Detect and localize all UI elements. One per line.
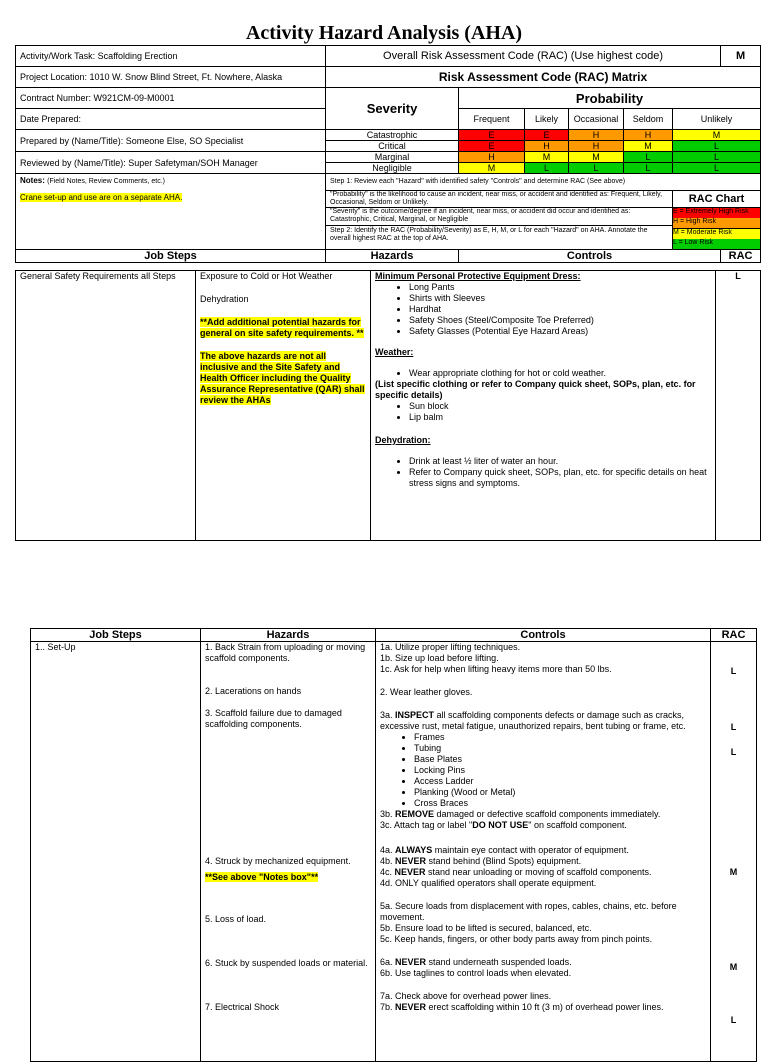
control-prefix: 4a. bbox=[380, 845, 396, 855]
severity-critical: Critical bbox=[326, 141, 459, 152]
control-text: erect scaffolding within 10 ft (3 m) of overhead power lines. bbox=[426, 1002, 664, 1012]
list-item: • Base Plates bbox=[414, 754, 706, 765]
probability-definition: "Probability" is the likelihood to cause an incident, near miss, or accident and identified as: Frequent, Likely, Occasional, Seldom or Unlikely. bbox=[326, 191, 673, 208]
severity-definition-and-step2 bbox=[326, 208, 673, 250]
prob-col-seldom: Seldom bbox=[624, 109, 673, 130]
contract-field: Contract Number: W921CM-09-M0001 bbox=[16, 88, 326, 109]
probability-header: Probability bbox=[459, 88, 761, 109]
control-keyword: NEVER bbox=[395, 856, 427, 866]
setup-rac bbox=[711, 642, 757, 1062]
list-item: • Planking (Wood or Metal) bbox=[414, 787, 706, 798]
severity-marginal: Marginal bbox=[326, 152, 459, 163]
control-7b bbox=[380, 1002, 706, 1013]
control-5 bbox=[380, 901, 706, 945]
rac-chart-lower bbox=[673, 229, 761, 250]
setup-hazards bbox=[201, 642, 376, 1062]
rac-cell: L bbox=[525, 163, 569, 174]
col-job-steps: Job Steps bbox=[31, 629, 201, 642]
rac-chart-h: H = High Risk bbox=[673, 218, 760, 228]
dehydration-list bbox=[375, 456, 711, 489]
hazard-loss-of-load: 5. Loss of load. bbox=[205, 914, 267, 924]
rac-cell: M bbox=[569, 152, 624, 163]
list-item: • Cross Braces bbox=[414, 798, 706, 809]
control-7a: 7a. Check above for overhead power lines. bbox=[380, 991, 552, 1001]
general-rac: L bbox=[716, 271, 761, 541]
col-hazards: Hazards bbox=[326, 250, 459, 263]
hazard-notes-ref: **See above "Notes box"** bbox=[205, 872, 319, 882]
rac-cell: E bbox=[459, 130, 525, 141]
weather-note: (List specific clothing or refer to Company quick sheet, SOPs, plan, etc. for specific details) bbox=[375, 379, 696, 400]
reviewed-field: Reviewed by (Name/Title): Super Safetyman/SOH Manager bbox=[16, 152, 326, 174]
hazard-suspended-loads: 6. Stuck by suspended loads or material. bbox=[205, 958, 368, 968]
control-line: 5c. Keep hands, fingers, or other body parts away from pinch points. bbox=[380, 934, 653, 944]
control-prefix: 3c. Attach tag or label " bbox=[380, 820, 473, 830]
hazard-lacerations: 2. Lacerations on hands bbox=[205, 686, 302, 696]
prob-col-frequent: Frequent bbox=[459, 109, 525, 130]
weather-title: Weather: bbox=[375, 347, 414, 357]
control-2: 2. Wear leather gloves. bbox=[380, 687, 473, 697]
control-line: 1c. Ask for help when lifting heavy items more than 50 lbs. bbox=[380, 664, 612, 674]
rac-cell: M bbox=[673, 130, 761, 141]
rac-matrix-title: Risk Assessment Code (RAC) Matrix bbox=[326, 67, 761, 88]
control-line: 5b. Ensure load to be lifted is secured, balanced, etc. bbox=[380, 923, 592, 933]
aha-header-table bbox=[15, 45, 761, 263]
control-keyword: NEVER bbox=[395, 1002, 427, 1012]
control-4b bbox=[380, 856, 706, 867]
col-hazards: Hazards bbox=[201, 629, 376, 642]
hazard-note-inclusive: The above hazards are not all inclusive and the Site Safety and Health Officer including the Quality Assurance Representative (QAR) shall review the AHAs bbox=[200, 351, 365, 405]
rac-cell: L bbox=[569, 163, 624, 174]
control-prefix: 3a. bbox=[380, 710, 396, 720]
hazard-scaffold-failure: 3. Scaffold failure due to damaged scaffolding components. bbox=[205, 708, 342, 729]
list-item: • Lip balm bbox=[409, 412, 711, 423]
rac-cell: H bbox=[624, 130, 673, 141]
control-prefix: 4b. bbox=[380, 856, 396, 866]
component-list bbox=[380, 732, 706, 809]
notes-text: Crane set-up and use are on a separate AHA. bbox=[20, 193, 183, 202]
control-4a bbox=[380, 845, 706, 856]
task-field: Activity/Work Task: Scaffolding Erection bbox=[16, 46, 326, 67]
rac-value: L bbox=[730, 722, 737, 732]
list-item: • Shirts with Sleeves bbox=[409, 293, 711, 304]
control-prefix: 7b. bbox=[380, 1002, 396, 1012]
severity-definition: "Severity" is the outcome/degree if an incident, near miss, or accident did occur and identified as: Catastrophic, Critical, Marginal, or Negligible bbox=[330, 208, 631, 223]
control-keyword: ALWAYS bbox=[395, 845, 433, 855]
rac-chart-m: M = Moderate Risk bbox=[673, 229, 760, 239]
list-item: • Refer to Company quick sheet, SOPs, plan, etc. for specific details on heat stress signs and symptoms. bbox=[409, 467, 711, 489]
control-4c bbox=[380, 867, 706, 878]
hazard-back-strain: 1. Back Strain from uploading or moving scaffold components. bbox=[205, 642, 366, 663]
notes-label: Notes: bbox=[20, 176, 45, 185]
general-row-table bbox=[15, 270, 761, 541]
rac-cell: E bbox=[459, 141, 525, 152]
prob-col-unlikely: Unlikely bbox=[673, 109, 761, 130]
notes-sub: (Field Notes, Review Comments, etc.) bbox=[47, 178, 165, 185]
rac-cell: L bbox=[673, 141, 761, 152]
general-hazards bbox=[196, 271, 371, 541]
control-line: 1b. Size up load before lifting. bbox=[380, 653, 499, 663]
list-item: • Locking Pins bbox=[414, 765, 706, 776]
col-rac: RAC bbox=[711, 629, 757, 642]
control-6b: 6b. Use taglines to control loads when elevated. bbox=[380, 968, 572, 978]
hazard-electrical-shock: 7. Electrical Shock bbox=[205, 1002, 280, 1012]
col-controls: Controls bbox=[459, 250, 721, 263]
control-3b bbox=[380, 809, 706, 820]
rac-cell: H bbox=[569, 141, 624, 152]
col-job-steps: Job Steps bbox=[16, 250, 326, 263]
hazard-dehydration: Dehydration bbox=[200, 294, 249, 304]
col-rac: RAC bbox=[721, 250, 761, 263]
control-text: stand behind (Blind Spots) equipment. bbox=[426, 856, 582, 866]
control-line: 5a. Secure loads from displacement with ropes, cables, chains, etc. before movement. bbox=[380, 901, 677, 922]
control-keyword: INSPECT bbox=[395, 710, 435, 720]
list-item: • Tubing bbox=[414, 743, 706, 754]
control-prefix: 4c. bbox=[380, 867, 395, 877]
rac-cell: E bbox=[525, 130, 569, 141]
dehydration-title: Dehydration: bbox=[375, 435, 431, 445]
rac-chart-l: L = Low Risk bbox=[673, 239, 760, 249]
overall-rac-value: M bbox=[721, 46, 761, 67]
control-text: damaged or defective scaffold components immediately. bbox=[434, 809, 661, 819]
rac-value: L bbox=[730, 747, 737, 757]
setup-table bbox=[30, 628, 757, 1062]
general-controls bbox=[371, 271, 716, 541]
control-4d: 4d. ONLY qualified operators shall operate equipment. bbox=[380, 878, 597, 888]
control-3c bbox=[380, 820, 706, 831]
list-item: • Long Pants bbox=[409, 282, 711, 293]
list-item: • Safety Glasses (Potential Eye Hazard Areas) bbox=[409, 326, 711, 337]
control-3a bbox=[380, 710, 706, 732]
list-item: • Hardhat bbox=[409, 304, 711, 315]
rac-cell: L bbox=[624, 163, 673, 174]
ppe-list bbox=[375, 282, 711, 337]
rac-cell: H bbox=[525, 141, 569, 152]
control-keyword: DO NOT USE bbox=[472, 820, 529, 830]
date-field: Date Prepared: bbox=[16, 109, 326, 130]
control-line: 1a. Utilize proper lifting techniques. bbox=[380, 642, 521, 652]
overall-rac-label: Overall Risk Assessment Code (RAC) (Use highest code) bbox=[326, 46, 721, 67]
weather-list bbox=[375, 368, 711, 379]
weather-list-2 bbox=[375, 401, 711, 423]
location-field: Project Location: 1010 W. Snow Blind Street, Ft. Nowhere, Alaska bbox=[16, 67, 326, 88]
setup-job-step: 1.. Set-Up bbox=[31, 642, 201, 1062]
control-text: " on scaffold component. bbox=[528, 820, 627, 830]
control-text: stand underneath suspended loads. bbox=[426, 957, 572, 967]
severity-catastrophic: Catastrophic bbox=[326, 130, 459, 141]
control-text: all scaffolding components defects or damage such as cracks, excessive rust, metal fatigue, unauthorized repairs, bent tubing or frame, etc. bbox=[380, 710, 686, 731]
page-title: Activity Hazard Analysis (AHA) bbox=[245, 22, 523, 44]
rac-cell: H bbox=[569, 130, 624, 141]
list-item: • Access Ladder bbox=[414, 776, 706, 787]
rac-cell: L bbox=[624, 152, 673, 163]
list-item: • Drink at least ½ liter of water an hour. bbox=[409, 456, 711, 467]
setup-controls bbox=[376, 642, 711, 1062]
control-keyword: NEVER bbox=[394, 867, 426, 877]
rac-cell: M bbox=[459, 163, 525, 174]
rac-cell: L bbox=[673, 163, 761, 174]
severity-header: Severity bbox=[326, 88, 459, 130]
rac-chart-e: E = Extremely High Risk bbox=[673, 208, 760, 218]
rac-cell: L bbox=[673, 152, 761, 163]
rac-chart-upper bbox=[673, 208, 761, 229]
control-1 bbox=[380, 642, 706, 675]
col-controls: Controls bbox=[376, 629, 711, 642]
general-job-step: General Safety Requirements all Steps bbox=[16, 271, 196, 541]
control-keyword: NEVER bbox=[395, 957, 427, 967]
control-6a bbox=[380, 957, 706, 968]
step1-text: Step 1: Review each "Hazard" with identified safety "Controls" and determine RAC (See above) bbox=[326, 174, 761, 191]
prob-col-likely: Likely bbox=[525, 109, 569, 130]
list-item: • Safety Shoes (Steel/Composite Toe Preferred) bbox=[409, 315, 711, 326]
rac-value: L bbox=[730, 1015, 737, 1025]
list-item: • Wear appropriate clothing for hot or cold weather. bbox=[409, 368, 711, 379]
list-item: • Sun block bbox=[409, 401, 711, 412]
rac-value: L bbox=[730, 666, 737, 676]
ppe-title: Minimum Personal Protective Equipment Dress: bbox=[375, 271, 581, 281]
step2-text: Step 2: Identify the RAC (Probability/Severity) as E, H, M, or L for each "Hazard" on AHA. Annotate the overall highest RAC at the top of AHA. bbox=[326, 225, 672, 243]
rac-chart-title: RAC Chart bbox=[673, 191, 761, 208]
hazard-cold-hot: Exposure to Cold or Hot Weather bbox=[200, 271, 333, 281]
control-keyword: REMOVE bbox=[395, 809, 435, 819]
rac-cell: M bbox=[525, 152, 569, 163]
severity-negligible: Negligible bbox=[326, 163, 459, 174]
hazard-note-add: **Add additional potential hazards for general on site safety requirements. ** bbox=[200, 317, 364, 338]
control-prefix: 3b. bbox=[380, 809, 396, 819]
control-text: stand near unloading or moving of scaffold components. bbox=[425, 867, 652, 877]
control-text: maintain eye contact with operator of equipment. bbox=[432, 845, 629, 855]
rac-value: M bbox=[729, 867, 738, 877]
control-prefix: 6a. bbox=[380, 957, 396, 967]
prepared-field: Prepared by (Name/Title): Someone Else, SO Specialist bbox=[16, 130, 326, 152]
prob-col-occasional: Occasional bbox=[569, 109, 624, 130]
hazard-struck-equipment: 4. Struck by mechanized equipment. bbox=[205, 856, 351, 866]
notes-box bbox=[16, 174, 326, 250]
list-item: • Frames bbox=[414, 732, 706, 743]
rac-cell: H bbox=[459, 152, 525, 163]
rac-cell: M bbox=[624, 141, 673, 152]
rac-value: M bbox=[729, 962, 738, 972]
